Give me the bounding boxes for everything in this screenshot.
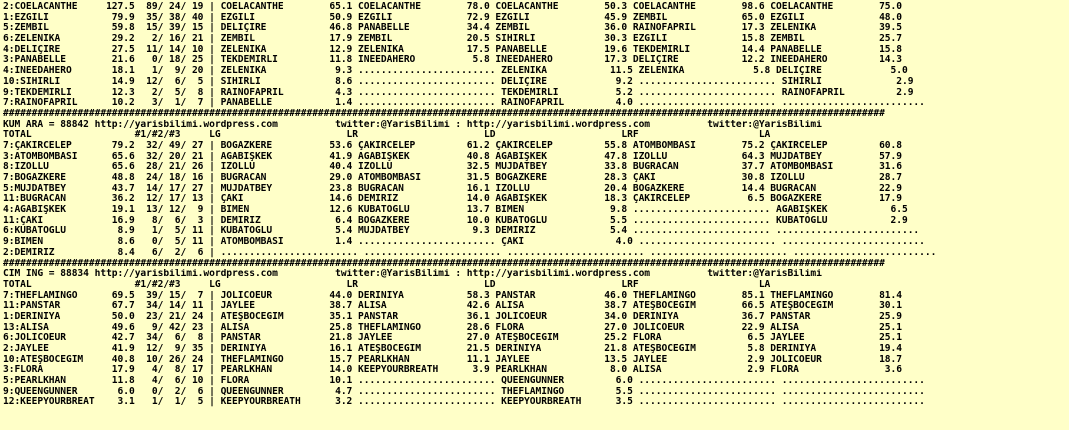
report-line: CIM ING = 88834 http://yarisbilimi.wordpress.com twitter:@YarisBilimi : http://yarisbilimi.wordpress.com twitter:@YarisBilimi	[3, 269, 822, 280]
report-line: 6:JOLICOEUR 42.7 34/ 6/ 8 | PANSTAR 21.8 JAYLEE 27.0 ATEŞBÖCEĞİM 25.2 FLORA 6.5 JAYLEE 25.1	[3, 333, 902, 344]
report-line: 9:QUEENGUNNER 6.0 0/ 2/ 6 | QUEENGUNNER 4.7 ........................ THEFLAMINGO 5.5 ........................ .........................	[3, 386, 925, 397]
report-line: 5:MÜJDATBEY 43.7 14/ 17/ 27 | MÜJDATBEY 23.8 BUĞRACAN 16.1 İZOLLU 20.4 BOĞAZKERE 14.4 BUĞRACAN 22.9	[3, 183, 902, 194]
report-line: 9:TEKDEMİRLİ 12.3 2/ 5/ 8 | RAINOFAPRIL 4.3 ........................ TEKDEMİRLİ 5.2 ........................ RAINOFAPRIL 2.9	[3, 87, 914, 98]
report-line: 11:BUĞRACAN 36.2 12/ 17/ 13 | ÇAKI 14.6 DEMİRİZ 14.0 AĞABİŞKEK 18.3 ÇAKIRCELEP 6.5 BOĞAZKERE 17.9	[3, 194, 902, 205]
report-line: 10:SİHİRLİ 14.9 12/ 6/ 5 | SİHİRLİ 8.6 ........................ DELİÇİRE 9.2 ........................ SİHİRLİ 2.9	[3, 76, 914, 87]
report-line: 3:FLORA 17.9 4/ 8/ 17 | PEARLKHAN 14.0 KEEPYOURBREATH 3.9 PEARLKHAN 8.0 ALISA 2.9 FLORA 3.6	[3, 365, 902, 376]
report-line: ##########################################################################################################################################################	[3, 258, 885, 269]
report-line: 3:PANABELLE 21.6 0/ 18/ 25 | TEKDEMİRLİ 11.8 INEEDAHERO 5.8 INEEDAHERO 17.3 DELİÇİRE 12.2 INEEDAHERO 14.3	[3, 55, 902, 66]
report-line: 7:THEFLAMINGO 69.5 39/ 15/ 7 | JOLICOEUR 44.0 DERİNİYA 58.3 PANSTAR 46.0 THEFLAMINGO 85.1 THEFLAMINGO 81.4	[3, 290, 902, 301]
report-line: 1:EZGİLİ 79.9 35/ 38/ 40 | EZGİLİ 50.9 EZGİLİ 72.9 EZGİLİ 45.9 ZEMBİL 65.0 EZGİLİ 48.0	[3, 12, 902, 23]
report-line: 11:PANSTAR 67.7 34/ 14/ 11 | JAYLEE 38.7 ALISA 42.6 ALISA 38.7 ATEŞBÖCEĞİM 66.5 ATEŞBÖCEĞİM 30.1	[3, 301, 902, 312]
report-line: ##########################################################################################################################################################	[3, 108, 885, 119]
report-line: 4:AĞABİŞKEK 19.1 13/ 12/ 9 | BİMEN 12.6 KUBATOĞLU 13.7 BİMEN 9.8 ........................ AĞABİŞKEK 6.5	[3, 205, 908, 216]
report-line: 7:RAINOFAPRIL 10.2 3/ 1/ 7 | PANABELLE 1.4 ........................ RAINOFAPRIL 4.0 ........................ .........................	[3, 98, 925, 109]
report-line: 8:İZOLLU 65.6 28/ 21/ 26 | İZOLLU 40.4 İZOLLU 32.5 MÜJDATBEY 33.8 BUĞRACAN 37.7 ATOMBOMBASI 31.6	[3, 162, 902, 173]
report-line: 12:KEEPYOURBREAT 3.1 1/ 1/ 5 | KEEPYOURBREATH 3.2 ........................ KEEPYOURBREATH 3.5 ........................ .........................	[3, 397, 925, 408]
report-line: 5:PEARLKHAN 11.8 4/ 6/ 10 | FLORA 10.1 ........................ QUEENGUNNER 6.0 ........................ .........................	[3, 376, 925, 387]
report-line: 2:JAYLEE 41.9 12/ 9/ 35 | DERİNİYA 16.1 ATEŞBÖCEĞİM 21.5 DERİNİYA 21.8 ATEŞBÖCEĞİM 5.8 DERİNİYA 19.4	[3, 344, 902, 354]
report-line: 7:BOĞAZKERE 48.8 24/ 18/ 16 | BUĞRACAN 29.0 ATOMBOMBASI 31.5 BOĞAZKERE 28.3 ÇAKI 30.8 İZOLLU 28.7	[3, 173, 902, 183]
report-line: 6:ZELENİKA 29.2 2/ 16/ 21 | ZEMBİL 17.9 ZEMBİL 20.5 SİHİRLİ 30.3 EZGİLİ 15.8 ZEMBİL 25.7	[3, 34, 902, 45]
report-line: KUM ARA = 88842 http://yarisbilimi.wordpress.com twitter:@YarisBilimi : http://yarisbilimi.wordpress.com twitter:@YarisBilimi	[3, 119, 822, 130]
report-line: 3:ATOMBOMBASI 65.6 32/ 20/ 21 | AĞABİŞKEK 41.9 AĞABİŞKEK 40.8 AĞABİŞKEK 47.8 İZOLLU 64.3 MÜJDATBEY 57.9	[3, 151, 902, 162]
report-line: 5:ZEMBİL 59.8 15/ 39/ 15 | DELİÇİRE 46.8 PANABELLE 34.4 ZEMBİL 36.0 RAINOFAPRIL 17.3 ZELENİKA 39.5	[3, 23, 902, 34]
report-line: 7:ÇAKIRCELEP 79.2 32/ 49/ 27 | BOĞAZKERE 53.6 ÇAKIRCELEP 61.2 ÇAKIRCELEP 55.8 ATOMBOMBASI 75.2 ÇAKIRCELEP 60.8	[3, 140, 902, 151]
report-line: 4:DELİÇİRE 27.5 11/ 14/ 10 | ZELENİKA 12.9 ZELENİKA 17.5 PANABELLE 19.6 TEKDEMİRLİ 14.4 PANABELLE 15.8	[3, 44, 902, 55]
report-line: 13:ALISA 49.6 9/ 42/ 23 | ALISA 25.8 THEFLAMINGO 28.6 FLORA 27.0 JOLICOEUR 22.9 ALISA 25.1	[3, 322, 902, 333]
report-line: 6:KUBATOĞLU 8.9 1/ 5/ 11 | KUBATOĞLU 5.4 MÜJDATBEY 9.3 DEMİRİZ 5.4 ........................ .........................	[3, 226, 920, 237]
report-line: 1:DERİNİYA 50.0 23/ 21/ 24 | ATEŞBÖCEĞİM 35.1 PANSTAR 36.1 JOLICOEUR 34.0 DERİNİYA 36.7 PANSTAR 25.9	[3, 311, 902, 322]
report-line: 4:INEEDAHERO 18.1 1/ 9/ 20 | ZELENİKA 9.3 ........................ ZELENİKA 11.5 ZELENİKA 5.8 DELİÇİRE 5.0	[3, 66, 908, 77]
report-line: 10:ATEŞBÖCEĞİM 40.8 10/ 26/ 24 | THEFLAMINGO 15.7 PEARLKHAN 11.1 JAYLEE 13.5 JAYLEE 2.9 JOLICOEUR 18.7	[3, 354, 902, 365]
report-line: 9:BİMEN 8.6 0/ 5/ 11 | ATOMBOMBASI 1.4 ........................ ÇAKI 4.0 ........................ .........................	[3, 237, 925, 248]
report-line: 11:ÇAKI 16.9 8/ 6/ 3 | DEMİRİZ 6.4 BOĞAZKERE 10.0 KUBATOĞLU 5.5 ........................ KUBATOĞLU 2.9	[3, 215, 908, 226]
report-line: 2:DEMİRİZ 8.4 6/ 2/ 6 | ........................ ........................ ........................ ........................ .........................	[3, 247, 937, 258]
report-line: 2:COELACANTHE 127.5 89/ 24/ 19 | COELACANTHE 65.1 COELACANTHE 78.0 COELACANTHE 50.3 COELACANTHE 98.6 COELACANTHE 75.0	[3, 2, 902, 12]
report-line: TOTAL #1/#2/#3 LG LR LD LRF LA	[3, 130, 771, 141]
report-line: TOTAL #1/#2/#3 LG LR LD LRF LA	[3, 279, 771, 290]
